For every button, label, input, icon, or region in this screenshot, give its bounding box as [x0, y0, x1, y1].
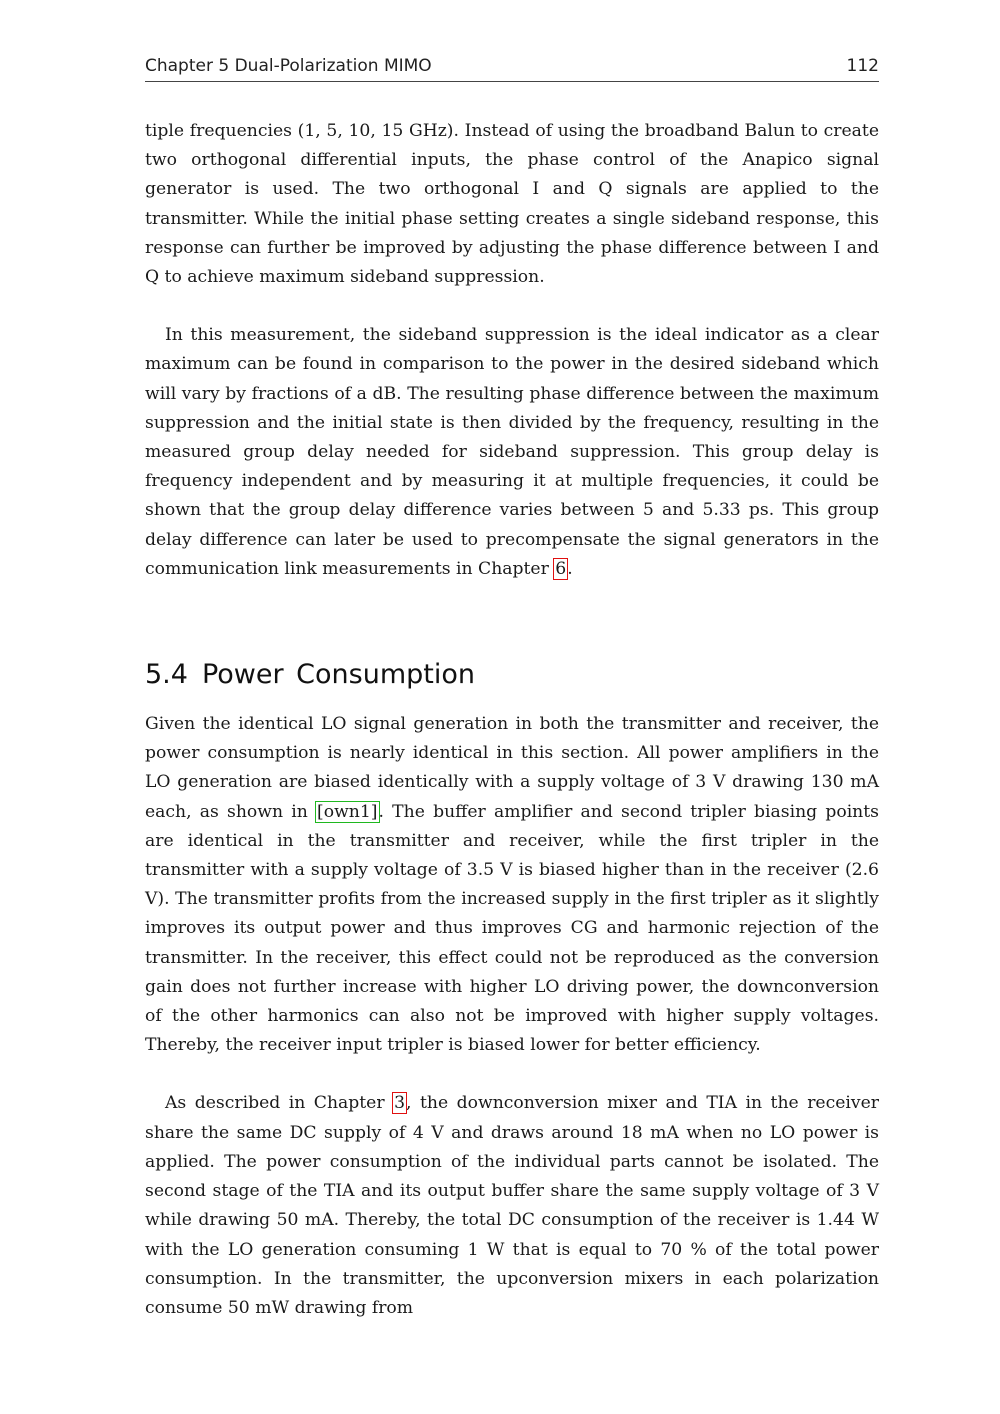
paragraph-continuation — [145, 117, 879, 292]
page-number: 112 — [846, 56, 879, 76]
paragraph-2-text: In this measurement, the sideband suppression is the ideal indicator as a clear maximum can be found in comparison to the power in the desired sideband which will vary by fractions of a dB. The resulting phase difference between the maximum suppression and the initial state is then divided by the frequency, resulting in the measured group delay needed for sideband suppression. This group delay is frequency independent and by measuring it at multiple frequencies, it could be shown that the group delay difference varies between 5 and 5.33 ps. This group delay difference can later be used to precompensate the signal generators in the communication link measurements in Chapter — [145, 325, 879, 579]
paragraph-4-text: As described in Chapter — [165, 1093, 394, 1114]
page — [145, 56, 879, 1323]
paragraph-sideband-measurement — [145, 321, 879, 584]
paragraph-1-text: tiple frequencies (1, 5, 10, 15 GHz). Instead of using the broadband Balun to create two orthogonal differential inputs, the phase control of the Anapico signal generator is used. The two orthogonal I and Q signals are applied to the transmitter. While the initial phase setting creates a single sideband response, this response can further be improved by adjusting the phase difference between I and Q to achieve maximum sideband suppression. — [145, 121, 879, 288]
paragraph-receiver-consumption — [145, 1089, 879, 1323]
paragraph-2-end: . — [567, 558, 573, 579]
paragraph-4-rest: , the downconversion mixer and TIA in the receiver share the same DC supply of 4 V and draws around 18 mA when no LO power is applied. The power consumption of the individual parts cannot be isolated. The second stage of the TIA and its output buffer share the same supply voltage of 3 V while drawing 50 mA. Thereby, the total DC consumption of the receiver is 1.44 W with the LO generation consuming 1 W that is equal to 70 % of the total power consumption. In the transmitter, the upconversion mixers in each polarization consume 50 mW drawing from — [145, 1093, 879, 1318]
chapter-title: Chapter 5 Dual-Polarization MIMO — [145, 56, 432, 76]
paragraph-lo-generation — [145, 710, 879, 1060]
section-heading — [145, 659, 879, 690]
running-header — [145, 56, 879, 82]
section-title: Power Consumption — [201, 659, 475, 691]
chapter-3-link[interactable]: 3 — [394, 1093, 406, 1114]
paragraph-3-rest: . The buffer amplifier and second tripler biasing points are identical in the transmitter and receiver, while the first tripler in the transmitter with a supply voltage of 3.5 V is biased higher than in the receiver (2.6 V). The transmitter profits from the increased supply in the first tripler as it slightly improves its output power and thus improves CG and harmonic rejection of the transmitter. In the receiver, this effect could not be reproduced as the conversion gain does not further increase with higher LO driving power, the downconversion of the other harmonics can also not be improved with higher supply voltages. Thereby, the receiver input tripler is biased lower for better efficiency. — [145, 801, 879, 1056]
paragraph-3-text: Given the identical LO signal generation in both the transmitter and receiver, the power consumption is nearly identical in this section. All power amplifiers in the LO generation are biased identically with a supply voltage of 3 V drawing 130 mA each, as shown in — [145, 714, 879, 822]
section-number: 5.4 — [145, 659, 188, 691]
chapter-6-link[interactable]: 6 — [555, 558, 567, 579]
citation-own1-link[interactable]: [own1] — [317, 801, 378, 822]
